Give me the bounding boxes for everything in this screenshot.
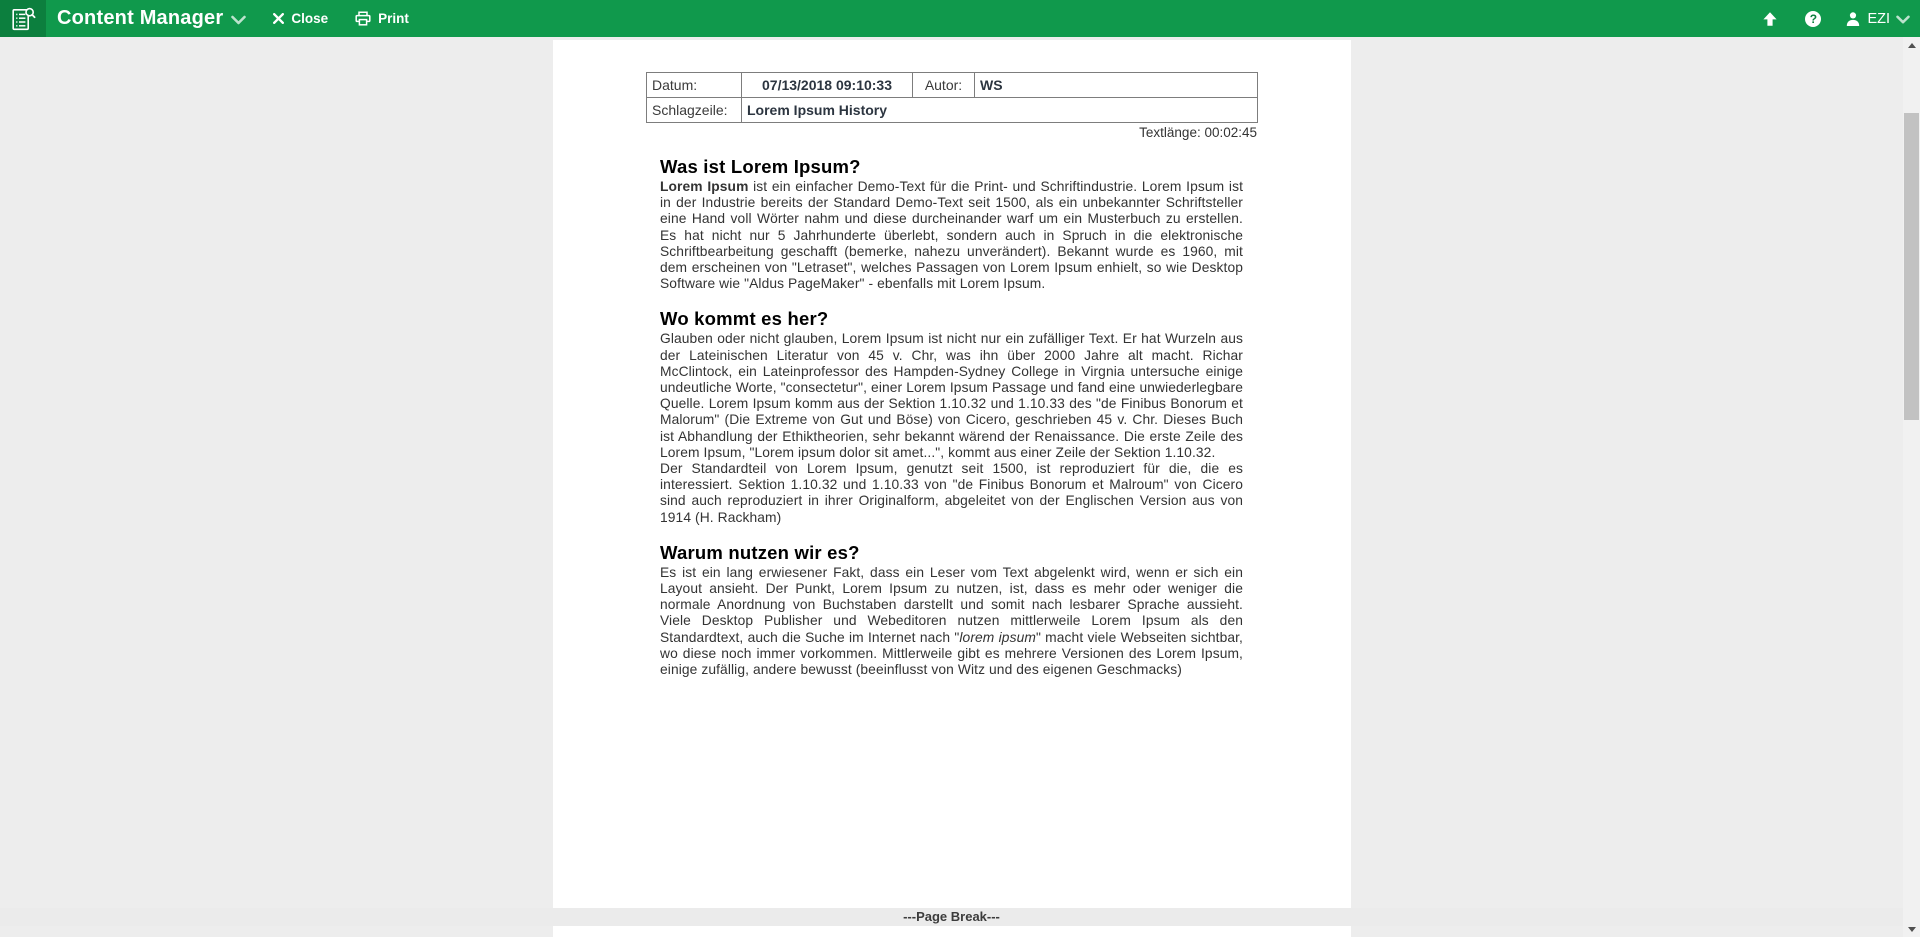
section-heading-3: Warum nutzen wir es? [660,541,860,563]
scroll-down-arrow-icon [1908,927,1916,932]
section-paragraph-2b: Der Standardteil von Lorem Ipsum, genutzt seit 1500, ist reproduziert für die, die es interessiert. Sektion 1.10.32 und 1.10.33 von "de Finibus Bonorum et Malroum" von Cicero sind auch reproduziert in ihrer Originalform, abgeleitet von der Englischen Version aus von 1914 (H. Rackham) [660,461,1243,525]
document-page-2 [553,926,1351,937]
content-manager-icon [10,6,36,32]
user-chevron-down-icon [1896,15,1910,24]
document-page-1 [553,40,1351,908]
date-label: Datum: [647,73,742,98]
user-icon [1845,11,1861,27]
app-logo-button[interactable] [0,0,46,37]
up-arrow-icon [1762,11,1778,27]
upload-button[interactable] [1762,11,1778,27]
help-button[interactable] [1805,11,1821,27]
meta-row-headline [647,98,1258,123]
section-paragraph-2a: Glauben oder nicht glauben, Lorem Ipsum ist nicht nur ein zufälliger Text. Er hat Wurzeln aus der Lateinischen Literatur von 45 v. Chr, was ihn über 2000 Jahre alt macht. Richar McClintock, ein Lateinprofessor des Hampden-Sydney College in Virgnia untersuche einige undeutliche Worte, "consectetur", einer Lorem Ipsum Passage und fand eine unwiederlegbare Quelle. Lorem Ipsum komm aus der Sektion 1.10.32 und 1.10.33 des "de Finibus Bonorum et Malorum" (Die Extreme von Gut und Böse) von Cicero, geschrieben 45 v. Chr. Dieses Buch ist Abhandlung der Ethiktheorien, sehr bekannt wärend der Renaissance. Die erste Zeile des Lorem Ipsum, "Lorem ipsum dolor sit amet...", kommt aus einer Zeile der Sektion 1.10.32. [660,331,1243,460]
scroll-down-button[interactable] [1903,921,1920,937]
user-label: EZI [1867,10,1890,27]
scroll-up-arrow-icon [1908,43,1916,48]
headline-label: Schlagzeile: [647,98,742,123]
text-length: Textlänge: 00:02:45 [1139,125,1257,140]
article-body [660,157,1243,678]
meta-table-wrap [646,72,1257,123]
top-bar [0,0,1920,37]
scroll-up-button[interactable] [1903,37,1920,53]
section-paragraph-3: Es ist ein lang erwiesener Fakt, dass ein Leser vom Text abgelenkt wird, wenn er sich ein Layout ansieht. Der Punkt, Lorem Ipsum zu nutzen, ist, dass es mehr oder weniger die normale Anordnung von Buchstaben darstellt und somit nach lesbarer Sprache aussieht. Viele Desktop Publisher und Webeditoren nutzen mittlerweile Lorem Ipsum als den Standardtext, auch die Suche im Internet nach "lorem ipsum" macht viele Webseiten sichtbar, wo diese noch immer vorkommen. Mittlerweile gibt es mehrere Versionen des Lorem Ipsum, einige zufällig, andere bewusst (beeinflusst von Witz und des eigenen Geschmacks) [660,564,1243,678]
page-title: Content Manager [57,7,224,29]
date-value: 07/13/2018 09:10:33 [742,73,913,98]
help-icon: ? [1805,11,1821,27]
user-menu[interactable] [1845,11,1910,27]
print-icon [355,11,371,26]
section-heading-1: Was ist Lorem Ipsum? [660,156,861,177]
headline-value: Lorem Ipsum History [742,98,1258,123]
close-label: Close [291,11,329,26]
meta-table [646,72,1258,123]
print-button[interactable] [355,11,409,26]
author-value: WS [975,73,1258,98]
meta-row-date [647,73,1258,98]
author-label: Autor: [913,73,975,98]
page-break-label: ---Page Break--- [0,908,1903,926]
scrollbar-thumb[interactable] [1904,113,1919,420]
section-heading-2: Wo kommt es her? [660,308,829,330]
print-label: Print [378,11,409,26]
section-paragraph-1: Lorem Ipsum ist ein einfacher Demo-Text für die Print- und Schriftindustrie. Lorem Ipsum ist in der Industrie bereits der Standard Demo-Text seit 1500, als ein unbekannter Schriftsteller eine Hand voll Wörter nahm und diese durcheinander warf um ein Musterbuch zu erstellen. Es hat nicht nur 5 Jahrhunderte überlebt, sondern auch in Spruch in die elektronische Schriftbearbeitung geschafft (bemerke, nahezu unverändert). Bekannt wurde es 1960, mit dem erscheinen von "Letraset", welches Passagen von Lorem Ipsum enhielt, so wie Desktop Software wie "Aldus PageMaker" - ebenfalls mit Lorem Ipsum. [660,179,1243,292]
vertical-scrollbar[interactable] [1903,37,1920,937]
document-preview-area [0,37,1903,937]
close-icon [273,13,284,24]
close-button[interactable] [273,11,328,26]
title-chevron-down-icon[interactable] [231,15,246,25]
